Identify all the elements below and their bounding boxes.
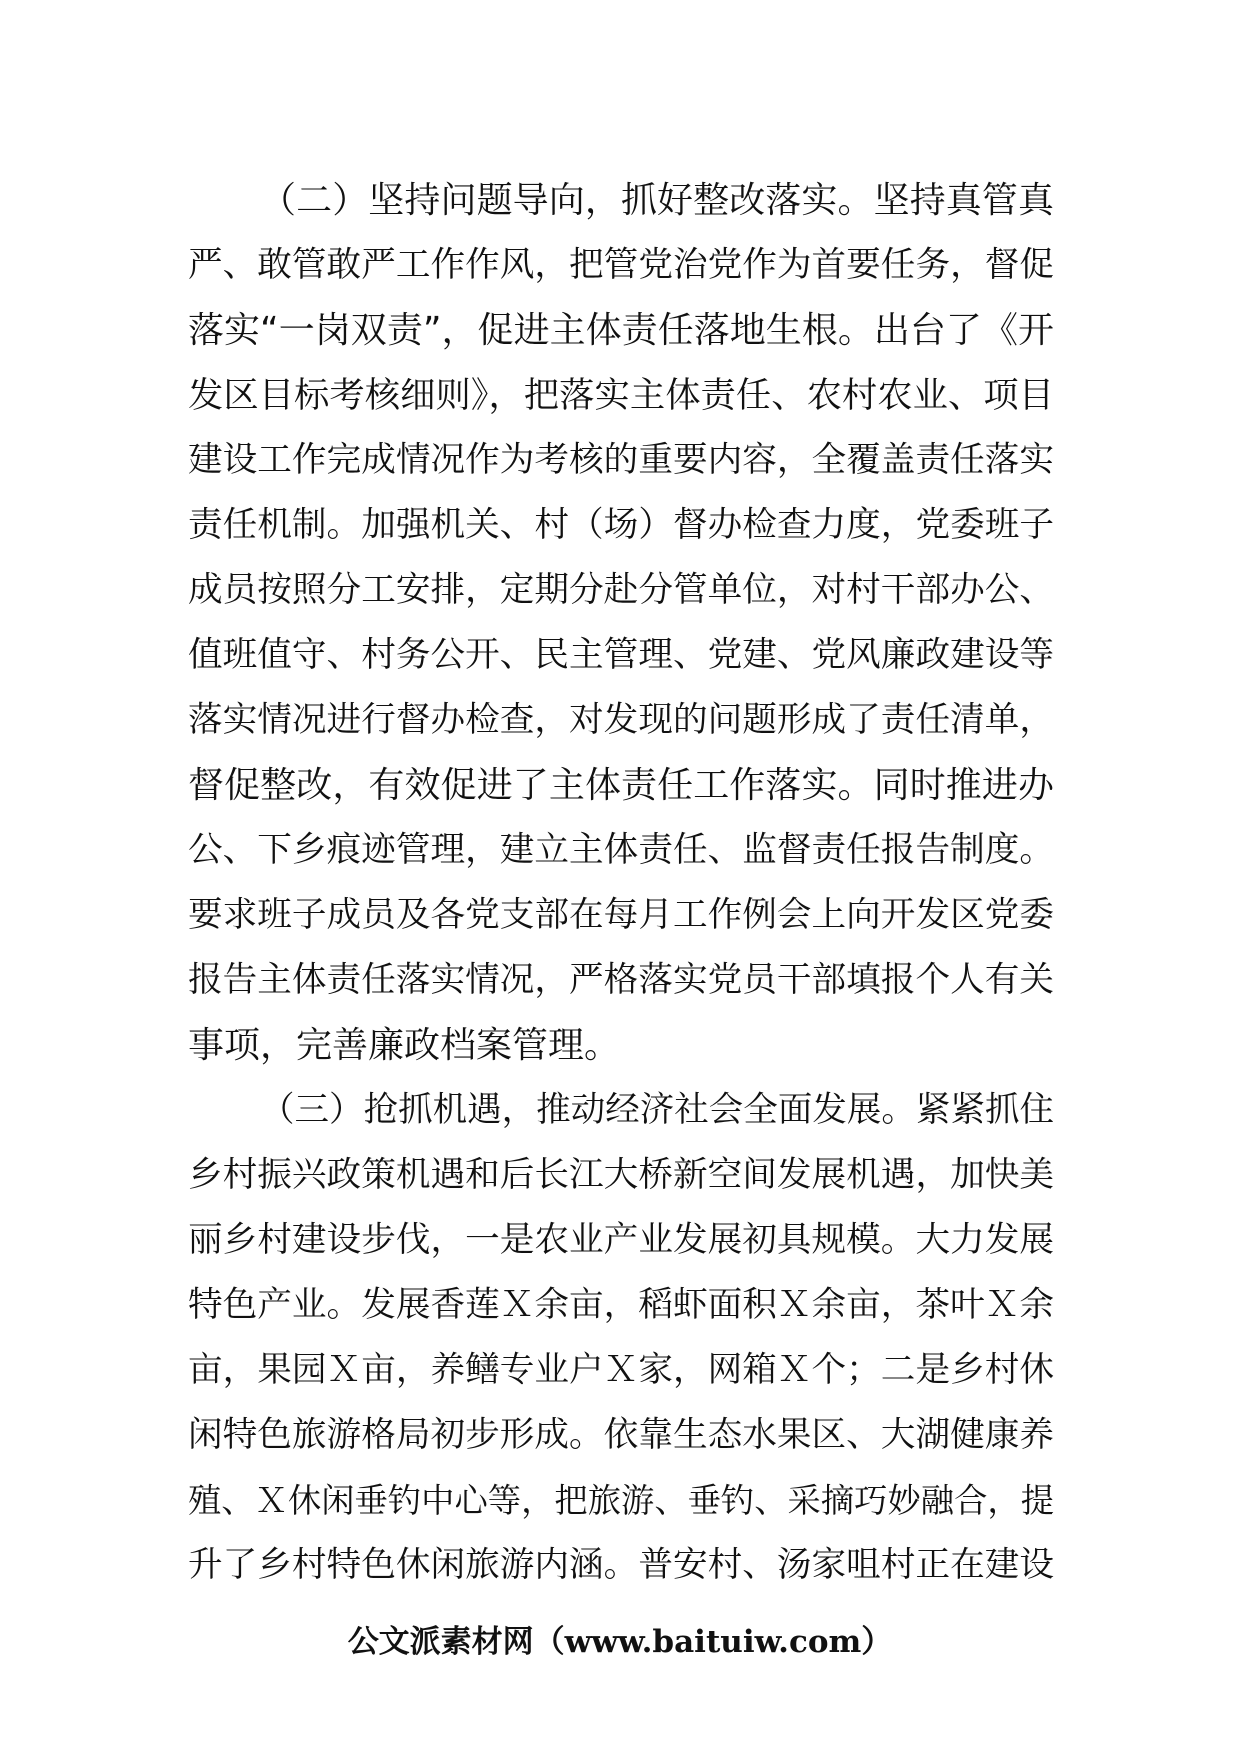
paragraph-line: 发区目标考核细则》，把落实主体责任、农村农业、项目 [188, 375, 1054, 416]
paragraph-line: （三）抢抓机遇，推动经济社会全面发展。紧紧抓住 [260, 1090, 1054, 1130]
paragraph-line: 落实“一岗双责”，促进主体责任落地生根。出台了《开 [188, 310, 1054, 351]
paragraph-line: 升了乡村特色休闲旅游内涵。普安村、汤家咀村正在建设 [188, 1545, 1054, 1585]
paragraph-line: 值班值守、村务公开、民主管理、党建、党风廉政建设等 [188, 635, 1054, 675]
paragraph-line: 公、下乡痕迹管理，建立主体责任、监督责任报告制度。 [188, 830, 1054, 870]
paragraph-line: 乡村振兴政策机遇和后长江大桥新空间发展机遇，加快美 [188, 1155, 1054, 1195]
paragraph-line: 事项，完善廉政档案管理。 [188, 1025, 621, 1066]
paragraph-line: 特色产业。发展香莲Ｘ余亩，稻虾面积Ｘ余亩，茶叶Ｘ余 [188, 1285, 1054, 1325]
paragraph [188, 168, 1054, 1078]
paragraph-line: 严、敢管敢严工作作风，把管党治党作为首要任务，督促 [188, 245, 1054, 285]
paragraph-line: 落实情况进行督办检查，对发现的问题形成了责任清单， [188, 700, 1054, 740]
paragraph-line: 建设工作完成情况作为考核的重要内容，全覆盖责任落实 [188, 440, 1054, 480]
paragraph-line: 亩，果园Ｘ亩，养鳝专业户Ｘ家，网箱Ｘ个；二是乡村休 [188, 1350, 1054, 1390]
paragraph-line: 闲特色旅游格局初步形成。依靠生态水果区、大湖健康养 [188, 1415, 1054, 1455]
paragraph-line: 成员按照分工安排，定期分赴分管单位，对村干部办公、 [188, 570, 1054, 610]
document-body [188, 168, 1054, 1598]
page-footer-watermark: 公文派素材网（www.baituiw.com） [347, 1624, 893, 1660]
paragraph-line: 丽乡村建设步伐，一是农业产业发展初具规模。大力发展 [188, 1220, 1054, 1260]
paragraph-line: （二）坚持问题导向，抓好整改落实。坚持真管真 [260, 180, 1054, 221]
paragraph [188, 1078, 1054, 1598]
paragraph-line: 报告主体责任落实情况，严格落实党员干部填报个人有关 [188, 960, 1054, 1000]
paragraph-line: 殖、Ｘ休闲垂钓中心等，把旅游、垂钓、采摘巧妙融合，提 [188, 1481, 1054, 1520]
paragraph-line: 要求班子成员及各党支部在每月工作例会上向开发区党委 [188, 895, 1054, 935]
paragraph-line: 责任机制。加强机关、村（场）督办检查力度，党委班子 [188, 505, 1054, 545]
paragraph-line: 督促整改，有效促进了主体责任工作落实。同时推进办 [188, 765, 1054, 806]
